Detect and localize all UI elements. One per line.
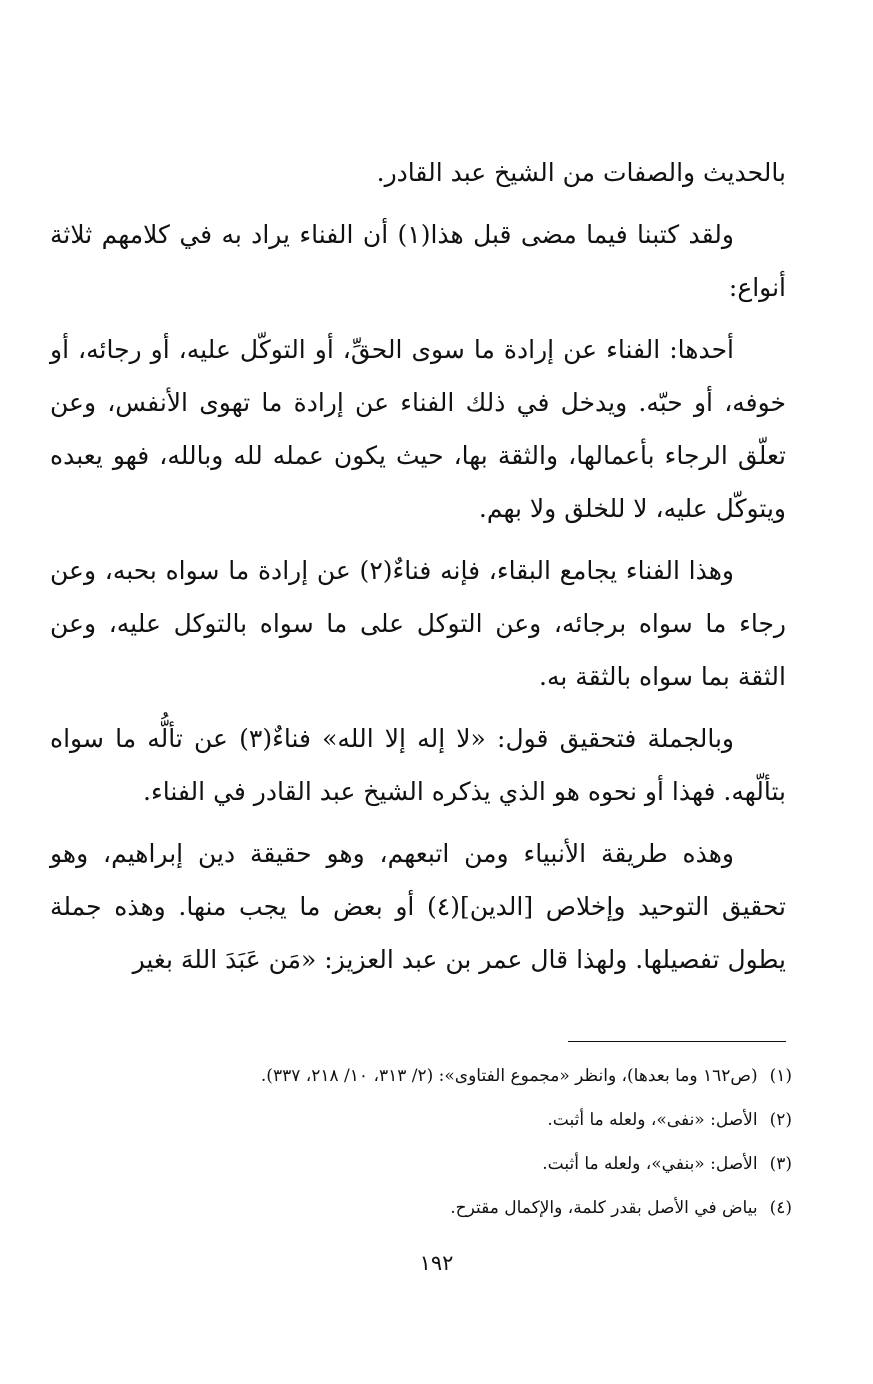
paragraph: أحدها: الفناء عن إرادة ما سوى الحقِّ، أو التوكّل عليه، أو رجائه، أو خوفه، أو حبّه. ويدخل في ذلك الفناء عن إرادة ما تهوى الأنفس، وعن تعلّق الرجاء بأعمالها، والثقة بها، حيث يكون عمله لله وبالله، فهو يعبده ويتوكّل عليه، لا للخلق ولا بهم. <box>50 335 786 523</box>
footnote-number: (١) <box>769 1066 792 1086</box>
footnote <box>50 1098 792 1142</box>
footnote <box>50 1054 792 1098</box>
footnote-number: (٢) <box>769 1110 792 1130</box>
footnote-number: (٣) <box>769 1154 792 1174</box>
footnote-text: الأصل: «بنفي»، ولعله ما أثبت. <box>542 1154 758 1174</box>
paragraph: وهذه طريقة الأنبياء ومن اتبعهم، وهو حقيقة دين إبراهيم، وهو تحقيق التوحيد وإخلاص [الدين](٤) أو بعض ما يجب منها. وهذه جملة يطول تفصيلها. ولهذا قال عمر بن عبد العزيز: «مَن عَبَدَ اللهَ بغير <box>50 839 786 974</box>
footnote-text: الأصل: «نفى»، ولعله ما أثبت. <box>547 1110 758 1130</box>
footnotes <box>50 1054 792 1230</box>
main-text <box>50 146 786 995</box>
paragraph: وبالجملة فتحقيق قول: «لا إله إلا الله» فناءٌ(٣) عن تألُّه ما سواه بتألّهه. فهذا أو نحوه هو الذي يذكره الشيخ عبد القادر في الفناء. <box>50 724 786 806</box>
paragraph: ولقد كتبنا فيما مضى قبل هذا(١) أن الفناء يراد به في كلامهم ثلاثة أنواع: <box>50 220 786 302</box>
footnote-separator <box>568 1041 786 1042</box>
footnote-text: (ص١٦٢ وما بعدها)، وانظر «مجموع الفتاوى»: (٢/ ٣١٣، ١٠/ ٢١٨، ٣٣٧). <box>260 1066 758 1086</box>
paragraph: وهذا الفناء يجامع البقاء، فإنه فناءٌ(٢) عن إرادة ما سواه بحبه، وعن رجاء ما سواه برجائه، وعن التوكل على ما سواه بالتوكل عليه، وعن الثقة بما سواه بالثقة به. <box>50 556 786 691</box>
footnote <box>50 1142 792 1186</box>
footnote-number: (٤) <box>769 1198 792 1218</box>
footnote <box>50 1186 792 1230</box>
paragraph-continuation: بالحديث والصفات من الشيخ عبد القادر. <box>376 158 786 187</box>
footnote-text: بياض في الأصل بقدر كلمة، والإكمال مقترح. <box>450 1198 758 1218</box>
page-number: ١٩٢ <box>419 1251 454 1275</box>
